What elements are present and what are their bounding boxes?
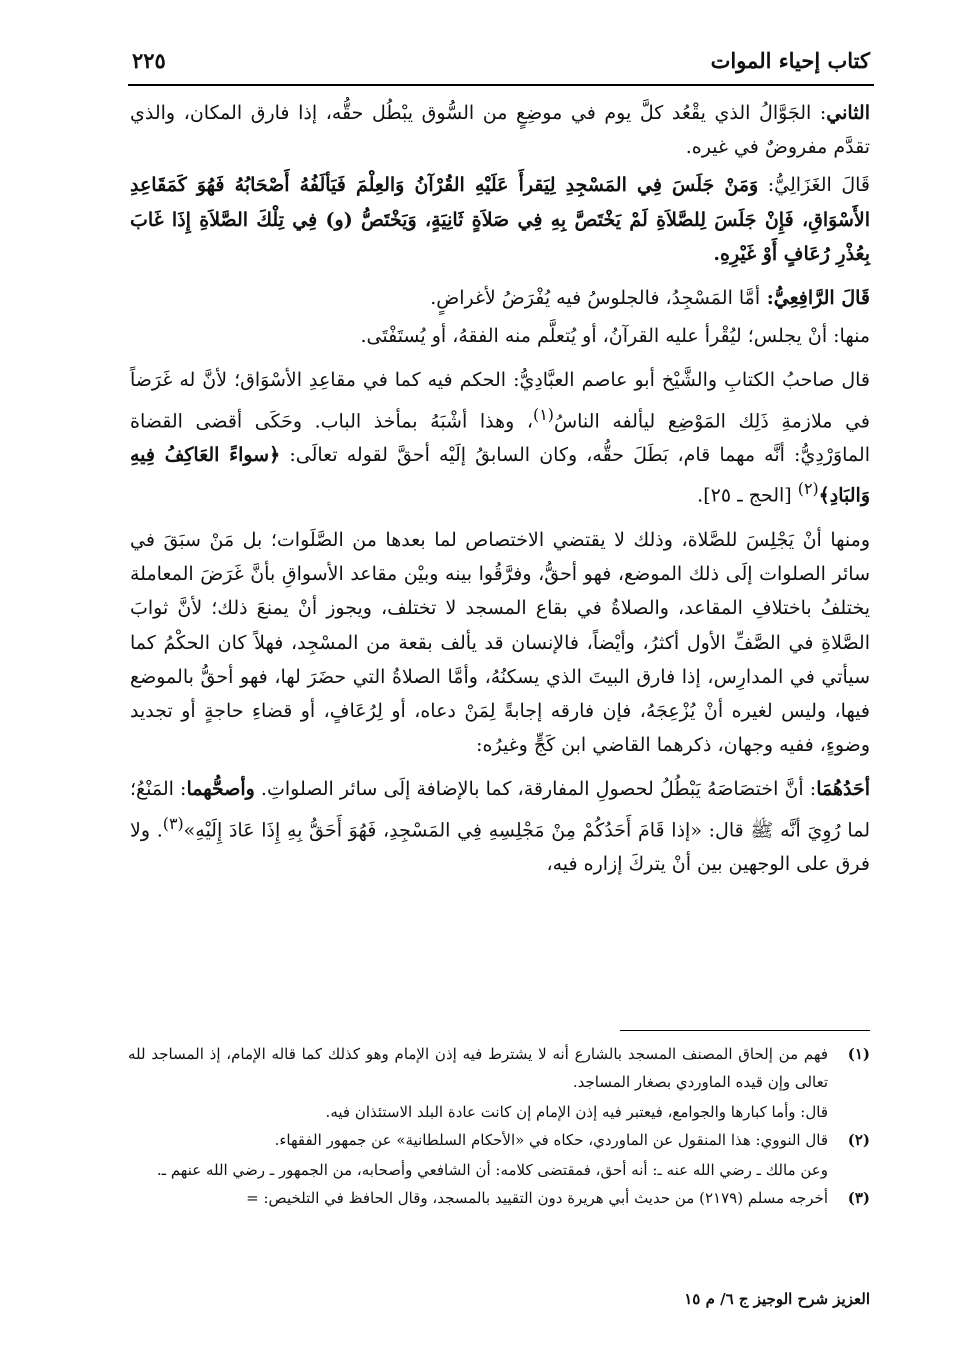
footnote-ref-3: (٣) xyxy=(162,813,184,833)
main-text xyxy=(130,96,870,891)
chapter-title: كتاب إحياء الموات xyxy=(710,47,870,73)
paragraph-1-text: : الجَوَّالُ الذي يقْعُد كلَّ يوم في موضِعٍ من السُّوق يبْطُل حقُّه، إذا فارق المكان، والذي تقدَّم مفروضٌ في غيره. xyxy=(130,102,870,159)
paragraph-3-speaker: قَالَ الرَّافِعِيُّ: xyxy=(760,287,870,310)
paragraph-2-speaker: قَالَ الغَزَالِيُّ: xyxy=(758,174,870,197)
footnotes xyxy=(128,1040,870,1214)
footnote-1 xyxy=(128,1040,870,1126)
paragraph-1 xyxy=(130,96,870,164)
paragraph-7-text-b: : المَنْعُ؛ لما رُوِيَ أنَّه ﷺ قال: xyxy=(130,778,870,841)
footnote-number: (١) xyxy=(847,1045,870,1063)
paragraph-5-text-a: قال صاحبُ الكتابِ والشَّيْخ أبو عاصم العبَّادِيُّ: الحكم فيه كما في مقاعِدِ الأسْوَاق؛ لأنَّ له غَرَضاً في ملازمةِ ذَلِك المَوْضِع ليألفه الناسُ xyxy=(130,369,870,432)
footnote-continuation: قال: وأما كبارها والجوامع، فيعتبر فيه إذن الإمام إن كانت عادة البلد الاستئذان فيه. xyxy=(325,1103,828,1121)
footnote-text: فهم من إلحاق المصنف المسجد بالشارع أنه لا يشترط فيه إذن الإمام وهو كذلك كما قاله الإمام، إذ المساجد لله تعالى وإن قيده الماوردي بصغار المساجد. xyxy=(128,1045,828,1091)
footnote-ref-2: (٢) xyxy=(797,479,819,499)
footnote-2 xyxy=(128,1126,870,1184)
paragraph-7-lead-2: وأصحُّهما xyxy=(186,778,255,801)
paragraph-6-text: ومنها أنْ يَجْلِسَ للصَّلاة، وذلك لا يقتضي الاختصاص لما بعدها من الصَّلَوات؛ بل مَنْ سبَقَ في سائر الصلوات إلَى ذلك الموضع، فهو أحقُّ، وفرَّقُوا بينه وبيْن مقاعد الأسواقِ بأنَّ غَرَضَ المعاملة يختلفُ باختلافِ المقاعد، والصلاةُ في بقاع المسجد لا تختلف، ويجوز أنْ يمنعَ ذلك؛ لأنَّ ثوابَ الصَّلاةِ في الصَّفِّ الأول أكثرُ، وأيْضاً، فالإنسان قد يألف بقعة من المسْجِد، فهلاً كان الحكْمُ كما سيأتي في المدارِس، إذا فارق البيتَ الذي يسكنُهُ، وأمَّا الصلاةُ التي حضَرَ لها، فهو أحقُّ بالموضع فيها، وليس لغيره أنْ يُزْعِجَهُ، فإن فارقه إجابةً لِمَنْ دعاه، أو لِرُعَافٍ، أو قضاءِ حاجةٍ أو تجديد وضوءٍ، ففيه وجهان، ذكرهما القاضي ابن كَجٍّ وغيرُه: xyxy=(130,528,870,757)
quran-quote: ﴿سواءً العَاكِفُ فِيهِ وَالبَادِ﴾ xyxy=(130,444,870,507)
paragraph-5 xyxy=(130,363,870,512)
footnote-text: أخرجه مسلم (٢١٧٩) من حديث أبي هريرة دون التقييد بالمسجد، وقال الحافظ في التلخيص: = xyxy=(246,1189,828,1207)
footnote-ref-1: (١) xyxy=(533,404,554,424)
paragraph-4-text: منها: أنْ يجلس؛ ليُقْرأ عليه القرآنُ، أو يُتعلَّم منه الفقهُ، أو يُستَفْتَى. xyxy=(360,325,870,348)
paragraph-4 xyxy=(130,319,870,353)
footnote-text: قال النووي: هذا المنقول عن الماوردي، حكاه في «الأحكام السلطانية» عن جمهور الفقهاء. xyxy=(274,1131,828,1149)
paragraph-2 xyxy=(130,168,870,271)
footnote-number: (٢) xyxy=(847,1131,870,1149)
paragraph-5-text-c: [الحج ـ ٢٥]. xyxy=(697,484,798,507)
running-header xyxy=(132,40,870,80)
footnote-3 xyxy=(128,1184,870,1212)
signature-line: العزيز شرح الوجيز ج ٦/ م ١٥ xyxy=(684,1290,870,1308)
footnote-number: (٣) xyxy=(847,1189,870,1207)
paragraph-2-text: وَمَنْ جَلَسَ فِي المَسْجِدِ لِيَقرأَ عَلَيْهِ القُرْآنُ وَالعِلْمَ فَيَألَفُهُ أَصْحَابُهُ فَهُوَ كَمَقَاعِدِ الأَسْوَاقِ، فَإِنْ جَلَسَ لِلصَّلاَةِ لَمْ يَخْتَصَّ بِهِ فِي صَلاَةٍ ثَانِيَةٍ، وَيَخْتَصُّ (و) فِي تِلْكَ الصَّلاَةِ إِذَا غَابَ بِعُذْرِ رُعَافٍ أَوْ غَيْرِهِ. xyxy=(130,174,870,265)
page-number: ٢٢٥ xyxy=(132,47,166,73)
paragraph-7-text-c: . ولا فرق على الوجهين بين أنْ يتركَ إزاره فيه، xyxy=(130,818,870,876)
paragraph-5-text-b: ، وهذا أشْبَهُ بمأخذ الباب. وحَكَى أقضى القضاة الماوَرْدِيُّ: أنَّه مهما قام، بَطَلَ حقُّه، وكان السابقُ إلَيْه أحقَّ لقوله تعالَى: xyxy=(130,409,870,467)
hadith-quote: «إذا قَامَ أَحَدُكُمْ مِنْ مَجْلِسِهِ فِي المَسْجِدِ، فَهُوَ أَحَقُّ بِهِ إِذَا عَادَ إِلَيْهِ» xyxy=(183,818,702,841)
paragraph-3 xyxy=(130,281,870,315)
footnote-divider xyxy=(620,1030,870,1031)
paragraph-3-text: أمَّا المَسْجِدُ، فالجلوسُ فيه يُفْرَضُ لأغراضٍ. xyxy=(430,287,761,310)
header-divider xyxy=(128,84,874,86)
paragraph-6 xyxy=(130,523,870,762)
paragraph-1-lead: الثاني xyxy=(826,102,870,124)
paragraph-7-lead-1: أحَدُهُمَا xyxy=(816,778,870,801)
paragraph-7 xyxy=(130,772,870,881)
paragraph-7-text-a: : أنَّ اختصَاصَهُ يَبْطُلُ لحصولِ المفارقة، كما بالإضافة إلَى سائر الصلواتِ. xyxy=(254,778,817,801)
footnote-continuation: وعن مالك ـ رضي الله عنه ـ: أنه أحق، فمقتضى كلامه: أن الشافعي وأصحابه، من الجمهور ـ رضي الله عنهم ـ. xyxy=(156,1161,828,1179)
